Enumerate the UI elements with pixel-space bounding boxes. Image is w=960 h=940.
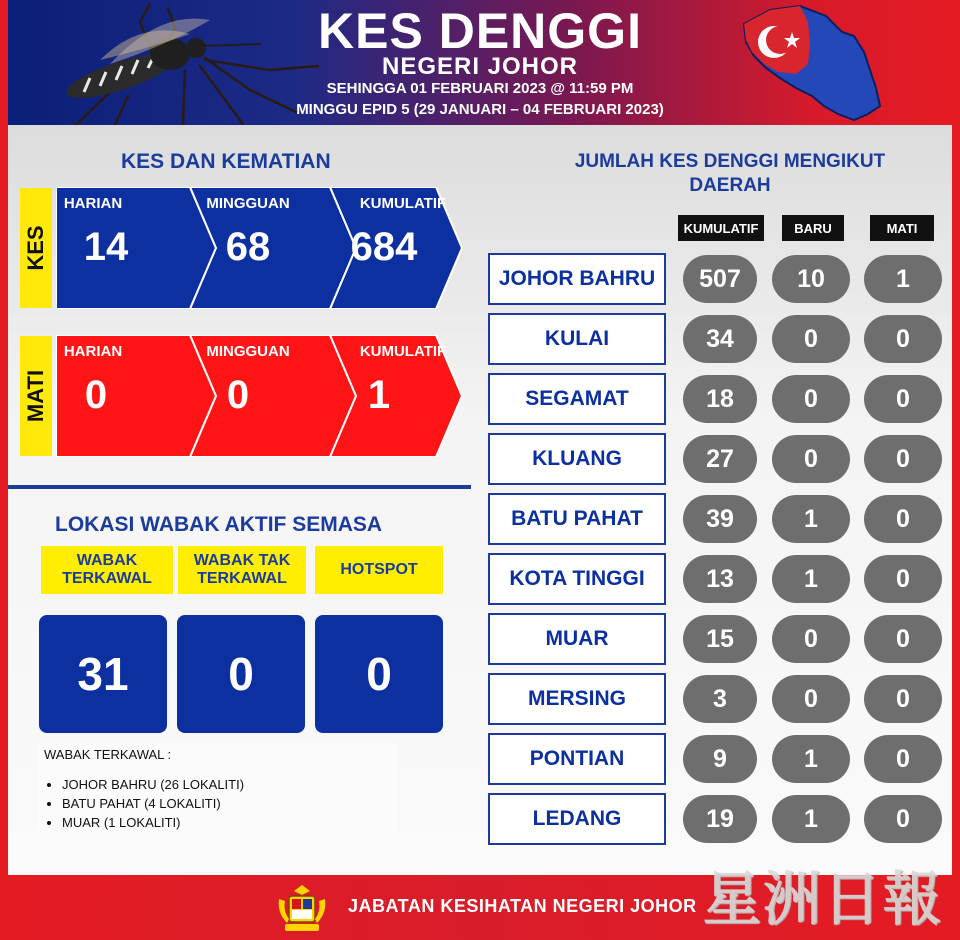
district-kumulatif-value: 27 [683, 435, 757, 483]
kes-kumulatif-value: 684 [350, 225, 418, 269]
wabak-tak-terkawal-label: WABAK TAK TERKAWAL [178, 546, 306, 594]
notes-list [46, 775, 244, 832]
district-baru-value: 0 [772, 375, 850, 423]
newspaper-watermark: 星洲日報 [703, 865, 944, 933]
district-kumulatif-value: 19 [683, 795, 757, 843]
col-header-baru: BARU [782, 215, 844, 241]
kes-harian-value: 14 [83, 225, 129, 269]
district-kumulatif-value: 9 [683, 735, 757, 783]
mati-harian-label: HARIAN [63, 343, 123, 360]
list-item: • MUAR (1 LOKALITI) [62, 813, 244, 832]
district-kumulatif-value: 34 [683, 315, 757, 363]
mati-tag: MATI [20, 336, 52, 456]
mati-mingguan-value: 0 [226, 373, 250, 417]
district-name: JOHOR BAHRU [488, 253, 666, 305]
district-mati-value: 0 [864, 735, 942, 783]
section-divider [8, 485, 471, 489]
col-header-kumulatif: KUMULATIF [678, 215, 764, 241]
district-name: MUAR [488, 613, 666, 665]
district-kumulatif-value: 507 [683, 255, 757, 303]
district-kumulatif-value: 15 [683, 615, 757, 663]
district-name: BATU PAHAT [488, 493, 666, 545]
summary-section-title: KES DAN KEMATIAN [121, 150, 331, 173]
mati-kumulatif [318, 335, 488, 457]
kes-mingguan-label: MINGGUAN [206, 195, 290, 212]
johor-map-icon [730, 2, 890, 125]
district-name: MERSING [488, 673, 666, 725]
district-baru-value: 0 [772, 615, 850, 663]
district-name: SEGAMAT [488, 373, 666, 425]
page-title: KES DENGGI [318, 3, 642, 59]
epid-week: MINGGU EPID 5 (29 JANUARI – 04 FEBRUARI 2023) [296, 101, 664, 118]
mati-kumulatif-value: 1 [367, 373, 391, 417]
district-mati-value: 0 [864, 555, 942, 603]
district-mati-value: 0 [864, 675, 942, 723]
kes-kumulatif [318, 187, 488, 309]
district-kumulatif-value: 13 [683, 555, 757, 603]
district-name: KOTA TINGGI [488, 553, 666, 605]
district-mati-value: 0 [864, 315, 942, 363]
district-kumulatif-value: 18 [683, 375, 757, 423]
district-mati-value: 0 [864, 495, 942, 543]
notes-title: WABAK TERKAWAL : [44, 747, 172, 762]
district-baru-value: 0 [772, 435, 850, 483]
district-baru-value: 1 [772, 795, 850, 843]
mati-kumulatif-label: KUMULATIF [359, 343, 447, 360]
report-date: SEHINGGA 01 FEBRUARI 2023 @ 11:59 PM [326, 80, 634, 97]
district-name: PONTIAN [488, 733, 666, 785]
mati-harian-value: 0 [84, 373, 108, 417]
district-title: JUMLAH KES DENGGI MENGIKUT DAERAH [574, 151, 886, 196]
district-baru-value: 10 [772, 255, 850, 303]
kes-mingguan [196, 187, 326, 309]
district-mati-value: 0 [864, 375, 942, 423]
mati-harian [56, 335, 186, 457]
district-baru-value: 1 [772, 495, 850, 543]
district-mati-value: 0 [864, 435, 942, 483]
district-name: KLUANG [488, 433, 666, 485]
right-border [952, 0, 960, 940]
district-mati-value: 0 [864, 615, 942, 663]
hotspot-label: HOTSPOT [315, 546, 443, 594]
district-kumulatif-value: 3 [683, 675, 757, 723]
district-mati-value: 0 [864, 795, 942, 843]
district-kumulatif-value: 39 [683, 495, 757, 543]
district-baru-value: 1 [772, 735, 850, 783]
district-baru-value: 1 [772, 555, 850, 603]
mati-mingguan-label: MINGGUAN [206, 343, 290, 360]
kes-chevron-row [56, 187, 512, 309]
district-baru-value: 0 [772, 315, 850, 363]
list-item: • JOHOR BAHRU (26 LOKALITI) [62, 775, 244, 794]
list-item: • BATU PAHAT (4 LOKALITI) [62, 794, 244, 813]
malaysia-crest-icon [275, 883, 329, 933]
district-name: LEDANG [488, 793, 666, 845]
wabak-terkawal-label: WABAK TERKAWAL [41, 546, 173, 594]
kes-tag: KES [20, 188, 52, 308]
outbreak-notes [38, 743, 398, 843]
page-subtitle: NEGERI JOHOR [381, 53, 579, 80]
mati-mingguan [196, 335, 326, 457]
wabak-terkawal-value: 31 [39, 615, 167, 733]
outbreak-section-title: LOKASI WABAK AKTIF SEMASA [55, 513, 383, 536]
kes-mingguan-value: 68 [225, 225, 271, 269]
kes-kumulatif-label: KUMULATIF [359, 195, 447, 212]
kes-harian [56, 187, 186, 309]
district-name: KULAI [488, 313, 666, 365]
kes-harian-label: HARIAN [63, 195, 123, 212]
hotspot-value: 0 [315, 615, 443, 733]
district-baru-value: 0 [772, 675, 850, 723]
wabak-tak-terkawal-value: 0 [177, 615, 305, 733]
col-header-mati: MATI [870, 215, 934, 241]
footer-text: JABATAN KESIHATAN NEGERI JOHOR [348, 896, 697, 916]
mati-chevron-row [56, 335, 512, 457]
district-mati-value: 1 [864, 255, 942, 303]
